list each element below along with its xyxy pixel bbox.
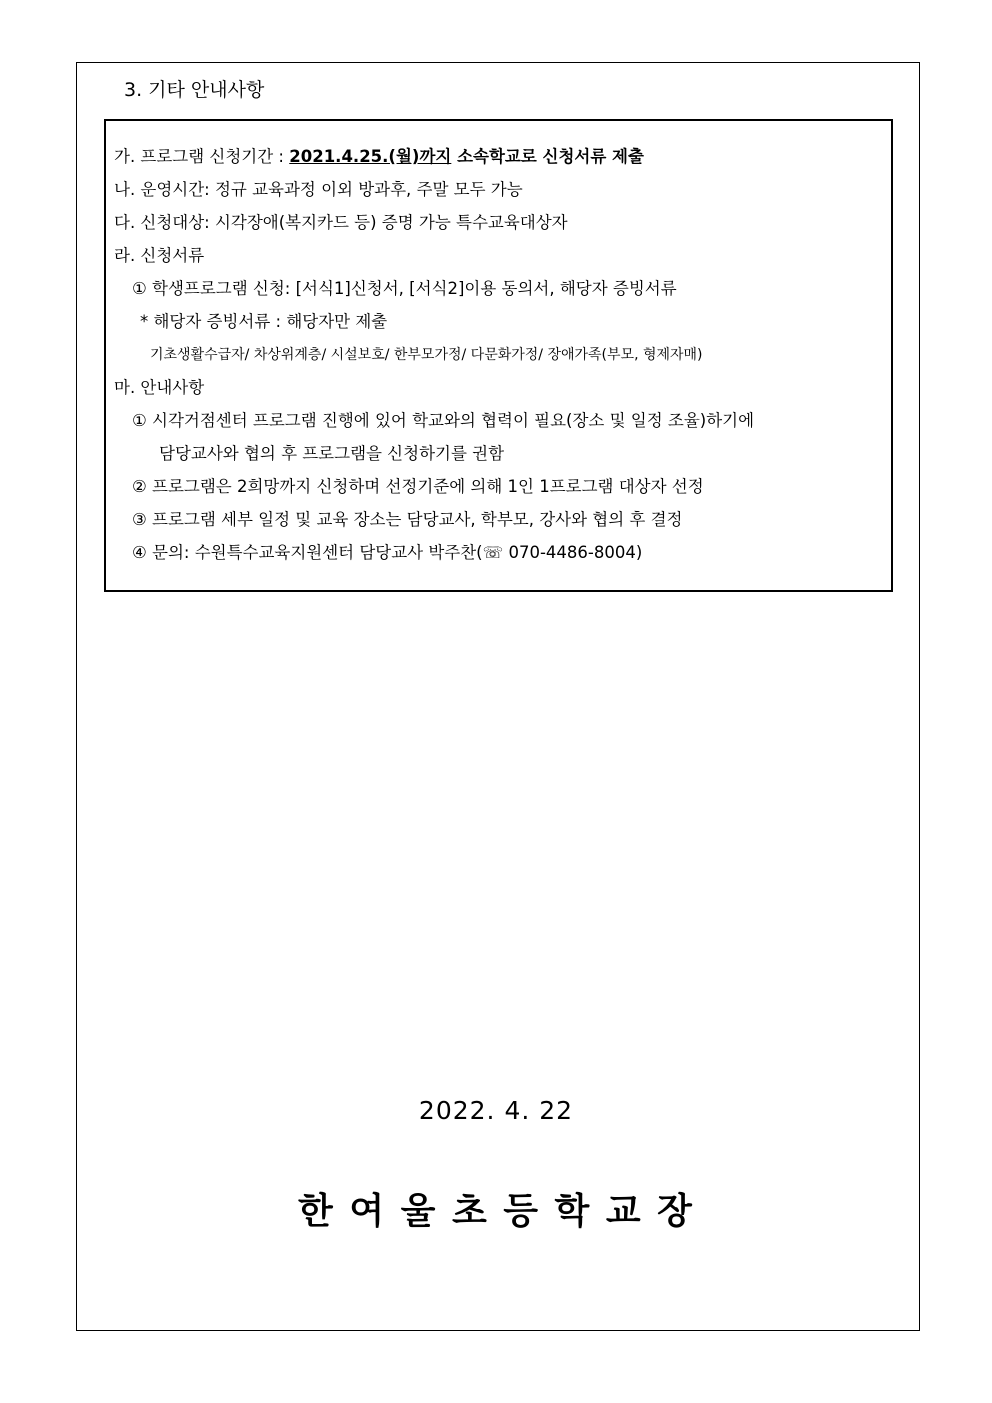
document-date: 2022. 4. 22 [418,1096,574,1125]
item-ma-3: ③ 프로그램 세부 일정 및 교육 장소는 담당교사, 학부모, 강사와 협의 후 결정 [132,510,683,529]
school-signature: 한 여 울 초 등 학 교 장 [298,1191,694,1232]
item-ra-note-detail: 기초생활수급자/ 차상위계층/ 시설보호/ 한부모가정/ 다문화가정/ 장애가족(부모, 형제자매) [150,347,703,363]
item-ga-prefix: 가. 프로그램 신청기간 : [114,147,290,166]
item-ma-4: ④ 문의: 수원특수교육지원센터 담당교사 박주찬(☏ 070-4486-8004) [132,543,643,562]
item-ma-1b: 담당교사와 협의 후 프로그램을 신청하기를 권함 [159,444,505,463]
item-ma-2: ② 프로그램은 2희망까지 신청하며 선정기준에 의해 1인 1프로그램 대상자 선정 [132,477,704,496]
item-ma: 마. 안내사항 [114,378,205,397]
item-ra: 라. 신청서류 [114,246,205,265]
item-da: 다. 신청대상: 시각장애(복지카드 등) 증명 가능 특수교육대상자 [114,213,568,232]
item-ra-1: ① 학생프로그램 신청: [서식1]신청서, [서식2]이용 동의서, 해당자 증빙서류 [132,279,677,298]
item-ga [114,145,644,169]
item-ra-note: * 해당자 증빙서류 : 해당자만 제출 [140,312,388,331]
item-ma-1a: ① 시각거점센터 프로그램 진행에 있어 학교와의 협력이 필요(장소 및 일정 조율)하기에 [132,411,755,430]
item-na: 나. 운영시간: 정규 교육과정 이외 방과후, 주말 모두 가능 [114,180,523,199]
item-ga-deadline: 2021.4.25.(월)까지 [289,147,452,166]
item-ga-suffix: 소속학교로 신청서류 제출 [451,147,644,166]
section-heading: 3. 기타 안내사항 [124,79,265,101]
